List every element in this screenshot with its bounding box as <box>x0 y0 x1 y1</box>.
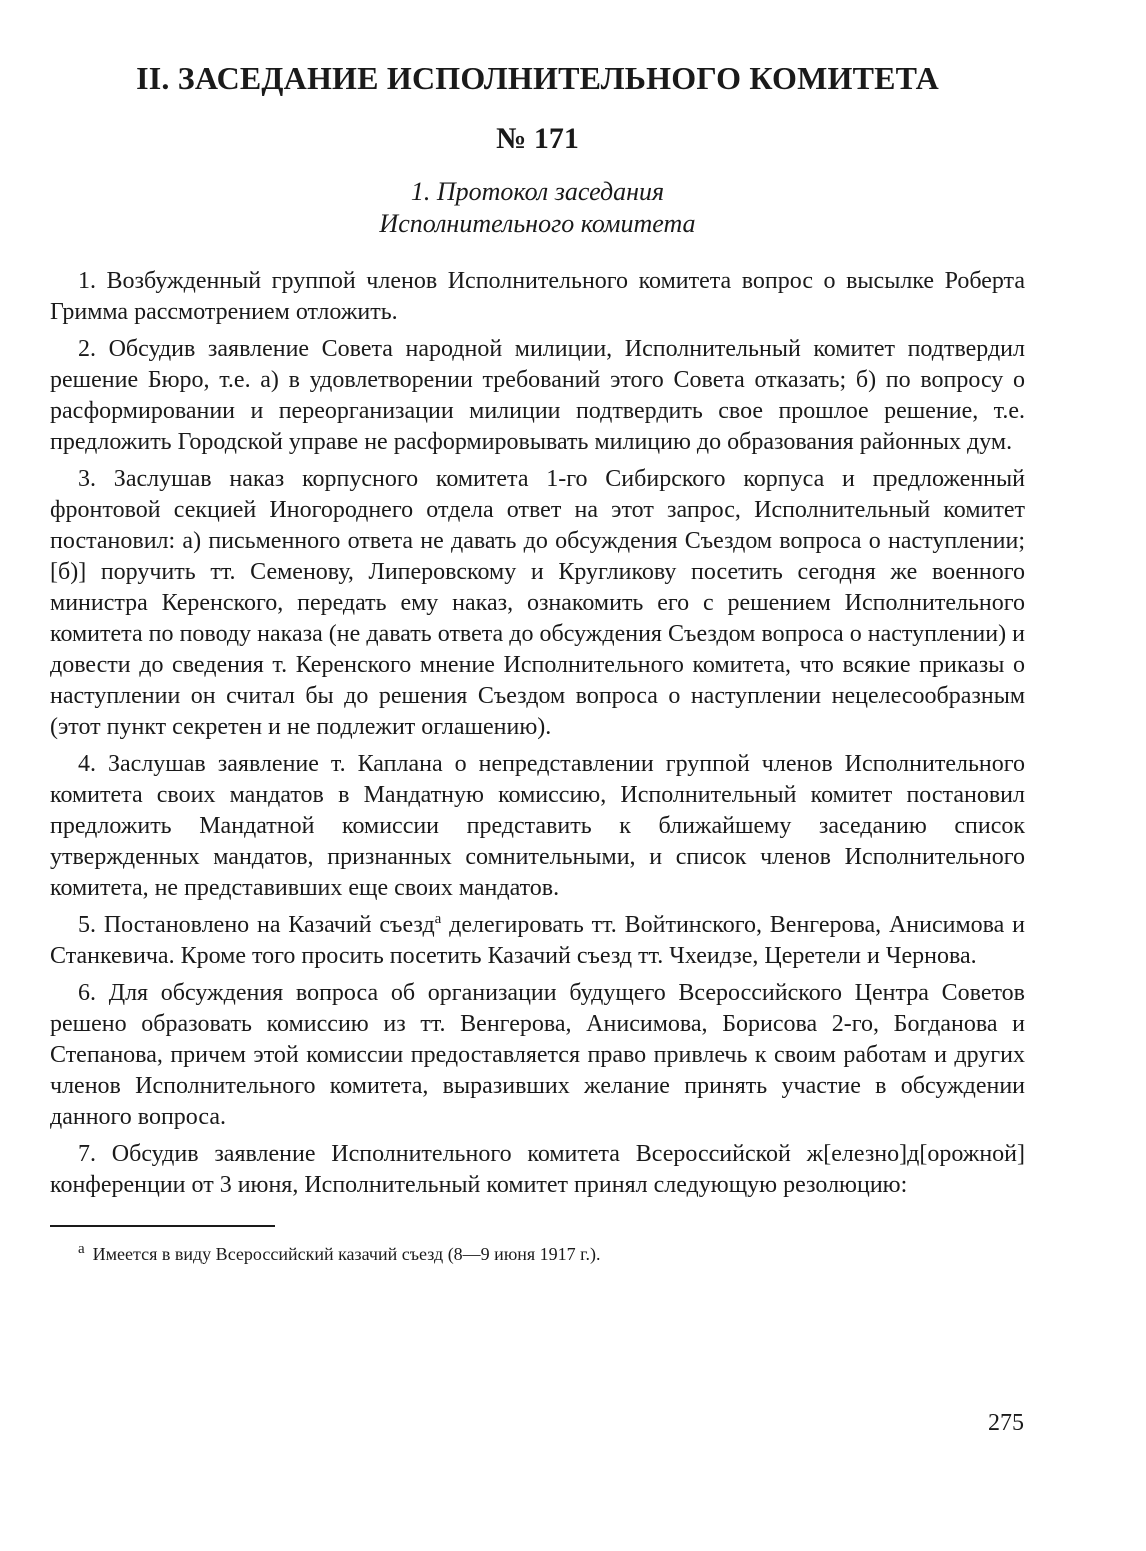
paragraph-4: 4. Заслушав заявление т. Каплана о непредставлении группой членов Исполнительного комитета своих мандатов в Мандатную комиссию, Исполнительный комитет постановил предложить Мандатной комиссии представить к ближайшему заседанию список утвержденных мандатов, признанных сомнительными, и список членов Исполнительного комитета, не представивших еще своих мандатов. <box>50 751 1025 901</box>
footnote-divider <box>50 1225 275 1227</box>
paragraph-7: 7. Обсудив заявление Исполнительного комитета Всероссийской ж[елезно]д[орожной] конференции от 3 июня, Исполнительный комитет принял следующую резолюцию: <box>50 1141 1025 1198</box>
document-page <box>50 58 1025 1266</box>
document-number: № 171 <box>496 122 579 155</box>
paragraph-5-end: делегировать тт. Войтинского, Венгерова, Анисимова и Станкевича. Кроме того просить посетить Казачий съезд тт. Чхеидзе, Церетели и Чернова. <box>50 912 1025 969</box>
footnote-text: Имеется в виду Всероссийский казачий съезд (8—9 июня 1917 г.). <box>92 1244 601 1264</box>
footnote-mark: а <box>78 1241 85 1257</box>
paragraph-6: 6. Для обсуждения вопроса об организации будущего Всероссийского Центра Советов решено образовать комиссию из тт. Венгерова, Анисимова, Борисова 2-го, Богданова и Степанова, причем этой комиссии предоставляется право привлечь к своим работам и других членов Исполнительного комитета, выразивших желание принять участие в обсуждении данного вопроса. <box>50 980 1025 1130</box>
page-number: 275 <box>988 1410 1024 1436</box>
paragraph-5 <box>50 910 1025 972</box>
subtitle-line-1: 1. Протокол заседания <box>410 177 665 206</box>
paragraph-5-start: 5. Постановлено на Казачий съезд <box>78 912 435 938</box>
paragraph-3: 3. Заслушав наказ корпусного комитета 1-го Сибирского корпуса и предложенный фронтовой секцией Иногороднего отдела ответ на этот запрос, Исполнительный комитет постановил: а) письменного ответа не давать до обсуждения Съездом вопроса о наступлении; [б)] поручить тт. Семенову, Липеровскому и Кругликову посетить сегодня же военного министра Керенского, передать ему наказ, ознакомить его с решением Исполнительного комитета по поводу наказа (не давать ответа до обсуждения Съездом вопроса о наступлении) и довести до сведения т. Керенского мнение Исполнительного комитета, что всякие приказы о наступлении он считал бы до решения Съездом вопроса о наступлении нецелесообразным (этот пункт секретен и не подлежит оглашению). <box>50 466 1025 740</box>
paragraph-2: 2. Обсудив заявление Совета народной милиции, Исполнительный комитет подтвердил решение Бюро, т.е. а) в удовлетворении требований этого Совета отказать; б) по вопросу о расформировании и переорганизации милиции подтвердить свое прошлое решение, т.е. предложить Городской управе не расформировывать милицию до образования районных дум. <box>50 336 1025 455</box>
document-subtitle <box>50 176 1025 240</box>
section-title: II. ЗАСЕДАНИЕ ИСПОЛНИТЕЛЬНОГО КОМИТЕТА <box>136 60 939 96</box>
footnote <box>50 1237 1025 1266</box>
subtitle-line-2: Исполнительного комитета <box>379 209 696 238</box>
footnote-reference: а <box>434 911 442 927</box>
paragraph-1: 1. Возбужденный группой членов Исполнительного комитета вопрос о высылке Роберта Гримма рассмотрением отложить. <box>50 268 1025 325</box>
